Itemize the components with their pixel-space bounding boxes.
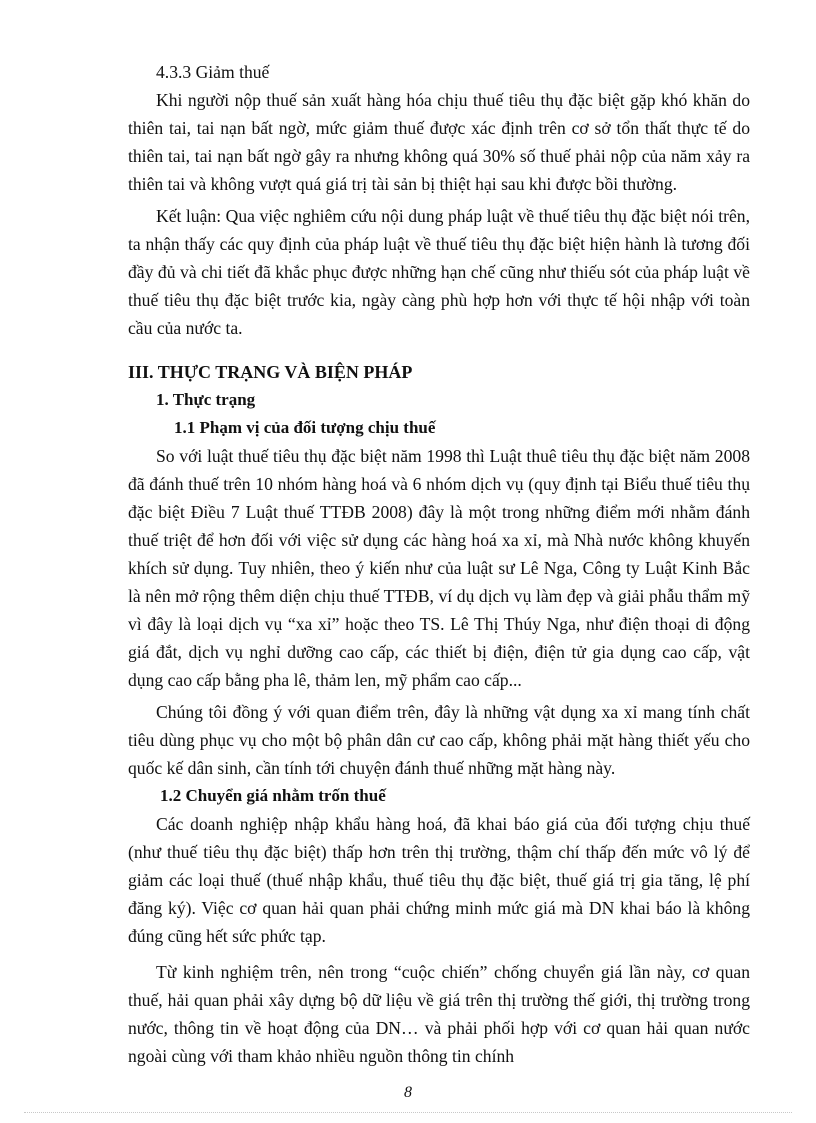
paragraph-agreement: Chúng tôi đồng ý với quan điểm trên, đây là những vật dụng xa xỉ mang tính chất tiêu dùng phục vụ cho một bộ phân dân cư cao cấp, không phải mặt hàng thiết yếu cho quốc kế dân sinh, cần tính tới chuyện đánh thuế những mặt hàng này. (128, 702, 750, 778)
heading-scope-of-taxable-objects: 1.1 Phạm vị của đối tượng chịu thuế (174, 418, 436, 437)
heading-current-situation: 1. Thực trạng (156, 390, 256, 409)
footer-divider (24, 1112, 792, 1113)
section-heading-iii: III. THỰC TRẠNG VÀ BIỆN PHÁP (128, 362, 413, 382)
paragraph-tax-reduction: Khi người nộp thuế sản xuất hàng hóa chịu thuế tiêu thụ đặc biệt gặp khó khăn do thiên tai, tai nạn bất ngờ, mức giảm thuế được xác định trên cơ sở tổn thất thực tế do thiên tai, tai nạn bất ngờ gây ra nhưng không quá 30% số thuế phải nộp của năm xảy ra thiên tai và không vượt quá giá trị tài sản bị thiệt hại sau khi được bồi thường. (128, 90, 750, 194)
paragraph-scope-comparison: So với luật thuế tiêu thụ đặc biệt năm 1998 thì Luật thuê tiêu thụ đặc biệt năm 2008 đã đánh thuế trên 10 nhóm hàng hoá và 6 nhóm dịch vụ (quy định tại Biểu thuế tiêu thụ đặc biệt Điều 7 Luật thuế TTĐB 2008) đây là một trong những điểm mới nhằm đánh thuế triệt để hơn đối với việc sử dụng các hàng hoá xa xỉ, mà Nhà nước không khuyến khích sử dụng. Tuy nhiên, theo ý kiến như của luật sư Lê Nga, Công ty Luật Kinh Bắc là nên mở rộng thêm diện chịu thuế TTĐB, ví dụ dịch vụ làm đẹp và giải phẫu thẩm mỹ vì đây là loại dịch vụ “xa xỉ” hoặc theo TS. Lê Thị Thúy Nga, như điện thoại di động giá đắt, dịch vụ nghỉ dưỡng cao cấp, các thiết bị điện, điện tử gia dụng cao cấp, vật dụng cao cấp bằng pha lê, thảm len, mỹ phẩm cao cấp... (128, 446, 750, 690)
subsection-heading-4-3-3: 4.3.3 Giảm thuế (156, 62, 270, 82)
paragraph-import-declaration: Các doanh nghiệp nhập khẩu hàng hoá, đã khai báo giá của đối tượng chịu thuế (như thuế tiêu thụ đặc biệt) thấp hơn trên thị trường, thậm chí thấp đến mức vô lý để giảm các loại thuế (thuế nhập khẩu, thuế tiêu thụ đặc biệt, thuế giá trị gia tăng, lệ phí đăng ký). Việc cơ quan hải quan phải chứng minh mức giá mà DN khai báo là không đúng cũng hết sức phức tạp. (128, 814, 750, 946)
paragraph-anti-transfer-pricing: Từ kinh nghiệm trên, nên trong “cuộc chiến” chống chuyển giá lần này, cơ quan thuế, hải quan phải xây dựng bộ dữ liệu về giá trên thị trường thế giới, thị trường trong nước, thông tin về hoạt động của DN… và phải phối hợp với cơ quan hải quan nước ngoài cùng với tham khảo nhiều nguồn thông tin chính (128, 962, 750, 1066)
paragraph-conclusion: Kết luận: Qua việc nghiêm cứu nội dung pháp luật về thuế tiêu thụ đặc biệt nói trên, ta nhận thấy các quy định của pháp luật về thuế tiêu thụ đặc biệt hiện hành là tương đối đầy đủ và chi tiết đã khắc phục được những hạn chế cũng như thiếu sót của pháp luật về thuế tiêu thụ đặc biệt trước kia, ngày càng phù hợp hơn với thực tế hội nhập với toàn cầu của nước ta. (128, 206, 750, 338)
heading-transfer-pricing: 1.2 Chuyển giá nhằm trốn thuế (160, 786, 386, 805)
page-number: 8 (404, 1084, 412, 1101)
document-page (128, 58, 750, 1070)
